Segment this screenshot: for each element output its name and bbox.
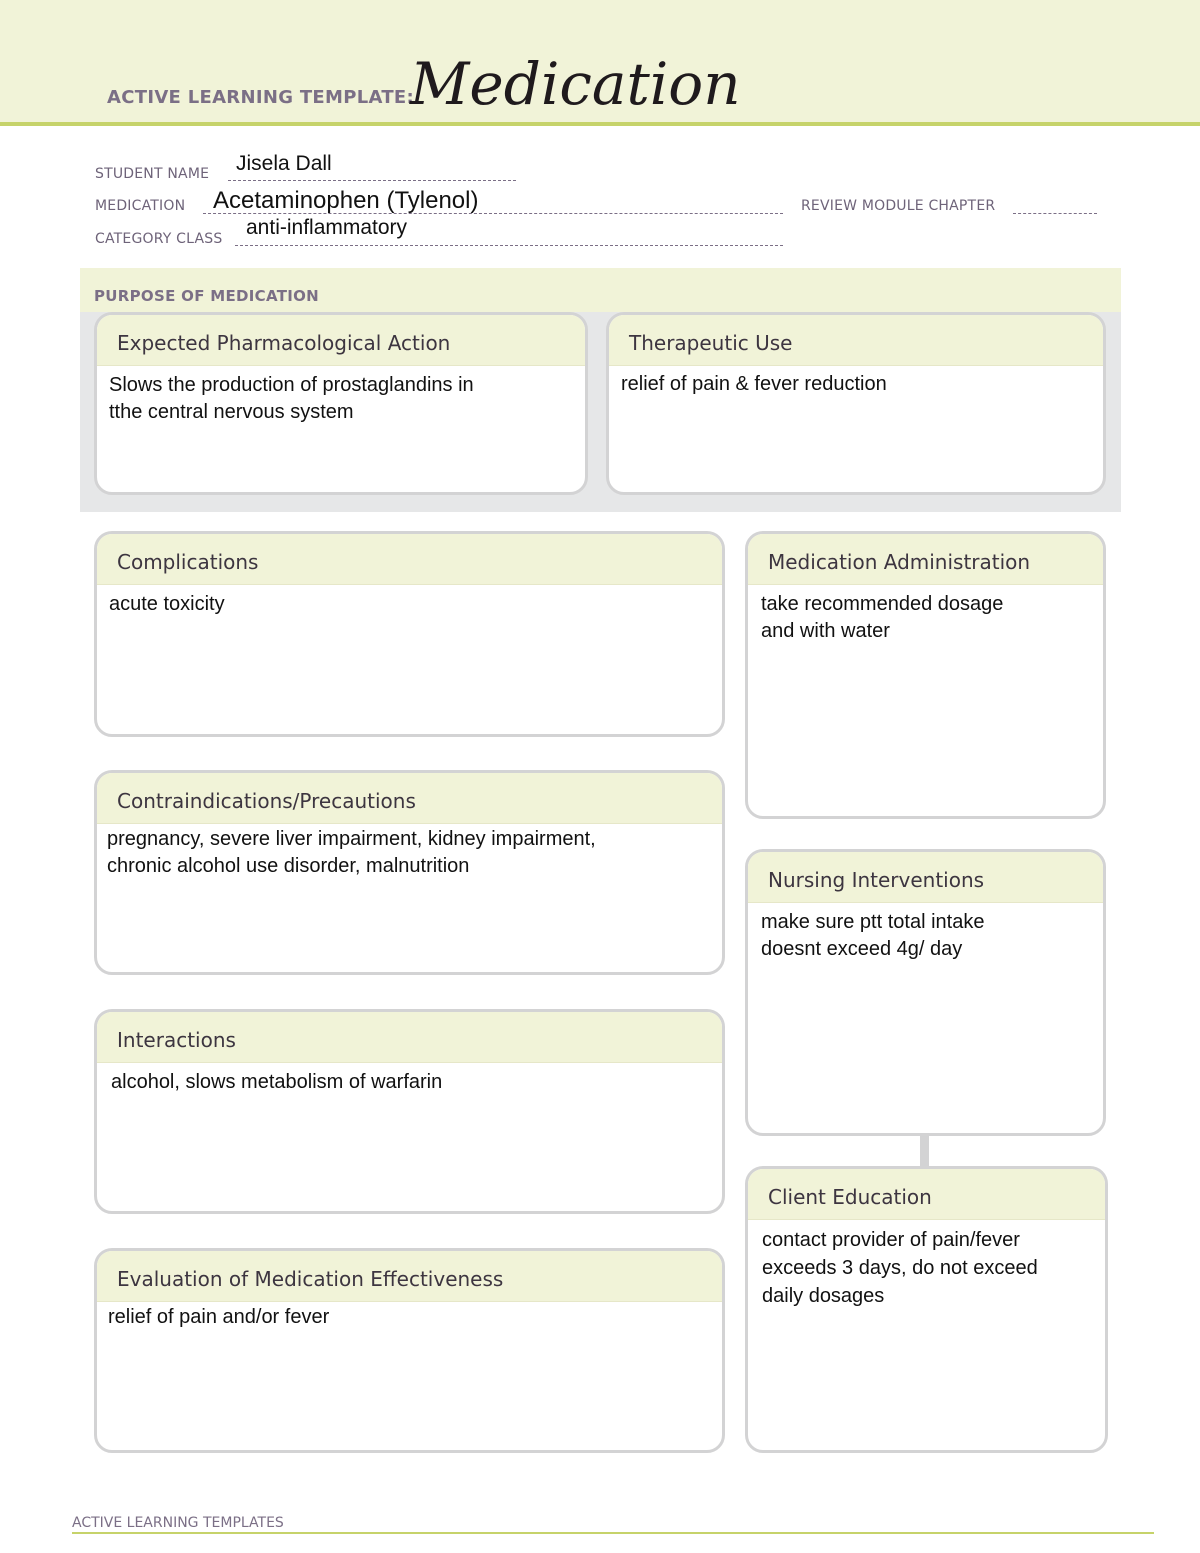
evaluation-text[interactable] <box>97 1302 722 1331</box>
student-name-line <box>228 180 516 181</box>
template-label: ACTIVE LEARNING TEMPLATE: <box>107 87 414 108</box>
complications-line-1: acute toxicity <box>109 593 225 615</box>
nursing-interventions-text[interactable] <box>748 903 1103 963</box>
administration-line-2: and with water <box>761 620 890 642</box>
review-module-chapter-label: REVIEW MODULE CHAPTER <box>801 198 996 214</box>
expected-action-text[interactable] <box>97 366 585 426</box>
page-title: Medication <box>410 50 741 118</box>
category-class-field[interactable]: anti-inflammatory <box>246 216 408 239</box>
contraindications-box <box>94 770 725 975</box>
evaluation-box <box>94 1248 725 1453</box>
therapeutic-use-line-1: relief of pain & fever reduction <box>621 373 887 395</box>
client-education-text[interactable] <box>748 1220 1105 1310</box>
category-class-line <box>235 245 783 246</box>
administration-box <box>745 531 1106 819</box>
evaluation-heading: Evaluation of Medication Effectiveness <box>97 1251 722 1302</box>
contraindications-line-1: pregnancy, severe liver impairment, kidney impairment, <box>107 828 596 850</box>
contraindications-line-2: chronic alcohol use disorder, malnutrition <box>107 855 470 877</box>
nursing-interventions-line-1: make sure ptt total intake <box>761 911 985 933</box>
interactions-heading: Interactions <box>97 1012 722 1063</box>
expected-action-box <box>94 312 588 495</box>
student-name-label: STUDENT NAME <box>95 166 210 182</box>
client-education-line-1: contact provider of pain/fever <box>762 1229 1020 1251</box>
evaluation-line-1: relief of pain and/or fever <box>108 1306 330 1328</box>
administration-line-1: take recommended dosage <box>761 593 1004 615</box>
expected-action-line-1: Slows the production of prostaglandins in <box>109 374 474 396</box>
interactions-text[interactable] <box>97 1063 722 1096</box>
medication-label: MEDICATION <box>95 198 186 214</box>
expected-action-heading: Expected Pharmacological Action <box>97 315 585 366</box>
therapeutic-use-text[interactable] <box>609 366 1103 398</box>
complications-text[interactable] <box>97 585 722 618</box>
nursing-interventions-box <box>745 849 1106 1136</box>
contraindications-text[interactable] <box>97 824 722 880</box>
medication-field[interactable]: Acetaminophen (Tylenol) <box>213 187 479 214</box>
header-divider <box>0 122 1200 126</box>
nursing-interventions-line-2: doesnt exceed 4g/ day <box>761 938 963 960</box>
client-education-box <box>745 1166 1108 1453</box>
student-name-field[interactable]: Jisela Dall <box>236 152 332 175</box>
complications-heading: Complications <box>97 534 722 585</box>
category-class-label: CATEGORY CLASS <box>95 231 223 247</box>
review-module-chapter-line <box>1013 213 1097 214</box>
purpose-header <box>80 268 1121 312</box>
footer-divider <box>72 1532 1154 1534</box>
therapeutic-use-box <box>606 312 1106 495</box>
administration-heading: Medication Administration <box>748 534 1103 585</box>
complications-box <box>94 531 725 737</box>
administration-text[interactable] <box>748 585 1103 645</box>
contraindications-heading: Contraindications/Precautions <box>97 773 722 824</box>
footer-label: ACTIVE LEARNING TEMPLATES <box>72 1515 284 1531</box>
nursing-interventions-heading: Nursing Interventions <box>748 852 1103 903</box>
client-education-line-3: daily dosages <box>762 1285 885 1307</box>
interactions-line-1: alcohol, slows metabolism of warfarin <box>111 1071 443 1093</box>
client-education-line-2: exceeds 3 days, do not exceed <box>762 1257 1038 1279</box>
interactions-box <box>94 1009 725 1214</box>
therapeutic-use-heading: Therapeutic Use <box>609 315 1103 366</box>
purpose-title: PURPOSE OF MEDICATION <box>94 287 320 305</box>
box-connector <box>920 1134 929 1167</box>
client-education-heading: Client Education <box>748 1169 1105 1220</box>
expected-action-line-2: tthe central nervous system <box>109 401 354 423</box>
